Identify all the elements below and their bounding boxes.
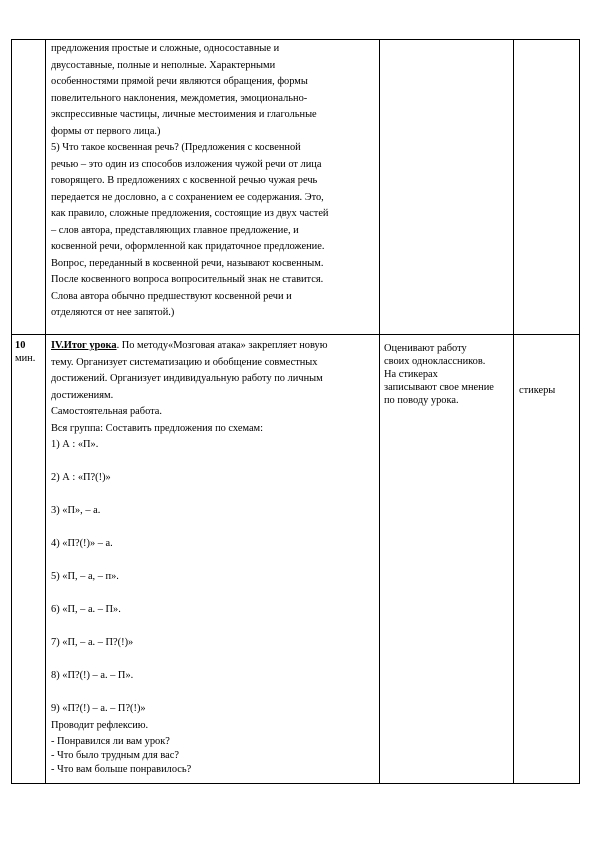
students-activity-cell — [384, 342, 494, 407]
text-line: записывают свое мнение — [384, 382, 494, 393]
section-heading — [51, 338, 327, 355]
text-line: повелительного наклонения, междометия, эмоционально- — [51, 92, 308, 104]
scheme-item: 2) А : «П?(!)» — [51, 472, 111, 483]
lesson-table — [11, 39, 580, 784]
text-line: достижений. Организует индивидуальную работу по личным — [51, 373, 323, 384]
text-line: предложения простые и сложные, односоставные и — [51, 43, 280, 54]
text-line: своих одноклассников. — [384, 356, 486, 367]
scheme-item: 1) А : «П». — [51, 439, 99, 450]
heading-rest: . По методу«Мозговая атака» закрепляет новую — [116, 340, 328, 351]
table-column-divider-3 — [513, 39, 514, 784]
text-line: экспрессивные частицы, личные местоимения и глагольные — [51, 109, 317, 120]
main-row-text — [51, 338, 327, 776]
text-line: отделяются от нее запятой.) — [51, 307, 175, 318]
text-line: косвенной речи, оформленной как придаточное предложение. — [51, 241, 325, 252]
resources-cell: стикеры — [519, 385, 556, 396]
heading-bold: IV.Итог урока — [51, 340, 117, 351]
time-value: 10 — [15, 340, 26, 351]
text-line: особенностями прямой речи являются обращения, формы — [51, 76, 308, 87]
text-line: двусоставные, полные и неполные. Характерными — [51, 59, 276, 71]
text-line: - Что вам больше понравилось? — [51, 764, 192, 775]
scheme-item: 6) «П, – а. – П». — [51, 604, 121, 615]
scheme-item: 8) «П?(!) – а. – П». — [51, 670, 134, 681]
scheme-item: 5) «П, – а, – п». — [51, 571, 119, 582]
table-column-divider-2 — [379, 39, 380, 784]
table-border-left — [11, 39, 12, 784]
text-line: речью – это один из способов изложения чужой речи от лица — [51, 158, 322, 170]
text-line: Оценивают работу — [384, 343, 467, 354]
text-line: Вопрос, переданный в косвенной речи, называют косвенным. — [51, 257, 324, 269]
text-line: На стикерах — [384, 369, 438, 380]
table-border-top — [11, 39, 580, 40]
scheme-item: 7) «П, – а. – П?(!)» — [51, 637, 134, 648]
text-line: – слов автора, представляющих главное предложение, и — [51, 224, 299, 236]
time-cell — [15, 339, 35, 365]
time-unit: мин. — [15, 353, 36, 364]
text-line: по поводу урока. — [384, 395, 459, 406]
text-line: тему. Организует систематизацию и обобщение совместных — [51, 356, 318, 368]
top-row-text — [51, 41, 329, 322]
text-line: Самостоятельная работа. — [51, 406, 163, 417]
text-line: - Понравился ли вам урок? — [51, 736, 170, 747]
text-line: Проводит рефлексию. — [51, 719, 149, 731]
table-row-divider — [11, 334, 580, 335]
text-line: как правило, сложные предложения, состоящие из двух частей — [51, 208, 329, 219]
text-line: Вся группа: Составить предложения по схемам: — [51, 422, 264, 434]
text-line: - Что было трудным для вас? — [51, 750, 179, 761]
scheme-item: 3) «П», – а. — [51, 505, 101, 516]
text-line: Слова автора обычно предшествуют косвенной речи и — [51, 290, 292, 302]
text-line: 5) Что такое косвенная речь? (Предложения с косвенной — [51, 142, 301, 153]
scheme-item: 9) «П?(!) – а. – П?(!)» — [51, 703, 146, 714]
table-column-divider-1 — [45, 39, 46, 784]
text-line: достижениям. — [51, 389, 114, 401]
table-border-bottom — [11, 783, 580, 784]
text-line: передается не дословно, а с сохранением ее содержания. Это, — [51, 191, 324, 203]
text-line: формы от первого лица.) — [51, 125, 161, 137]
text-line: говорящего. В предложениях с косвенной речью чужая речь — [51, 175, 318, 186]
scheme-item: 4) «П?(!)» – а. — [51, 538, 113, 549]
text-line: После косвенного вопроса вопросительный знак не ставится. — [51, 274, 324, 285]
table-border-right — [579, 39, 580, 784]
